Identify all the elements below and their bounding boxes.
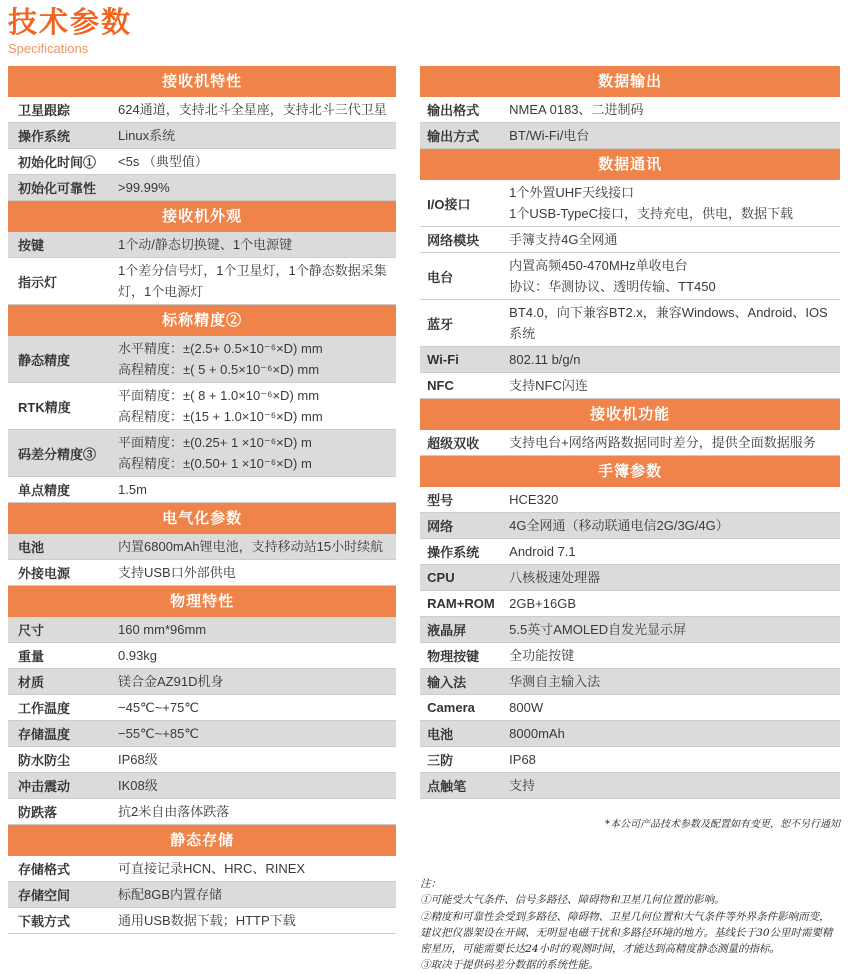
spec-value	[118, 430, 396, 476]
spec-row	[8, 383, 396, 430]
spec-value	[509, 747, 840, 772]
spec-label: 卫星跟踪	[18, 103, 71, 118]
spec-row	[8, 617, 396, 643]
spec-label: 单点精度	[18, 483, 71, 498]
spec-row	[420, 565, 840, 591]
spec-value	[118, 799, 396, 824]
spec-label: 防跌落	[18, 805, 58, 820]
spec-label: 材质	[18, 675, 45, 690]
spec-value-line: 镁合金AZ91D机身	[118, 674, 224, 689]
section-header: 数据通讯	[420, 149, 840, 180]
spec-label: 输出格式	[427, 103, 480, 118]
spec-value-line: 802.11 b/g/n	[509, 352, 581, 367]
spec-row	[420, 695, 840, 721]
spec-value-line: IK08级	[118, 778, 158, 793]
spec-value	[509, 513, 840, 538]
spec-value	[118, 721, 396, 746]
section-header: 接收机特性	[8, 66, 396, 97]
spec-value-line: 抗2米自由落体跌落	[118, 804, 230, 819]
spec-row	[420, 430, 840, 456]
footnotes	[420, 876, 840, 974]
spec-label: 按键	[18, 238, 45, 253]
spec-value-line: 通用USB数据下载；HTTP下载	[118, 913, 296, 928]
spec-label: CPU	[427, 570, 455, 585]
spec-value-line: 水平精度：±(2.5+ 0.5×10⁻⁶×D) mm	[118, 341, 323, 356]
spec-value-line: 手簿支持4G全网通	[509, 232, 618, 247]
spec-value-line: 0.93kg	[118, 648, 158, 663]
spec-value	[509, 669, 840, 694]
spec-row	[8, 773, 396, 799]
spec-label: 冲击震动	[18, 779, 71, 794]
spec-row	[420, 617, 840, 643]
spec-label: Wi-Fi	[427, 352, 459, 367]
spec-value-line: 160 mm*96mm	[118, 622, 207, 637]
footnote-line: ③取决于提供码差分数据的系统性能。	[420, 959, 599, 972]
spec-value-line: 内置高频450-470MHz单收电台	[509, 258, 688, 273]
spec-value-line: −55℃~+85℃	[118, 726, 199, 741]
spec-row	[8, 430, 396, 477]
spec-label: 静态精度	[18, 352, 71, 368]
page-title: 技术参数	[8, 7, 133, 39]
spec-row	[8, 534, 396, 560]
spec-value-line: BT4.0，向下兼容BT2.x，兼容Windows、Android、IOS系统	[509, 305, 828, 341]
spec-label: 点触笔	[427, 779, 467, 794]
spec-value	[118, 534, 396, 559]
spec-label: 外接电源	[18, 566, 71, 581]
section-header: 物理特性	[8, 586, 396, 617]
spec-value	[118, 908, 396, 933]
page-subtitle: Specifications	[8, 41, 89, 56]
spec-row	[8, 336, 396, 383]
spec-value	[118, 175, 396, 200]
spec-label: 操作系统	[427, 545, 480, 560]
spec-value	[509, 695, 840, 720]
spec-value-line: 八核极速处理器	[509, 570, 601, 585]
spec-row	[8, 882, 396, 908]
spec-value-line: 平面精度：±(0.25+ 1 ×10⁻⁶×D) m	[118, 435, 312, 450]
spec-value-line: BT/Wi-Fi/电台	[509, 128, 590, 143]
spec-value	[509, 643, 840, 668]
spec-label: 蓝牙	[427, 316, 454, 332]
spec-row	[8, 175, 396, 201]
spec-value	[118, 232, 396, 257]
spec-value-line: −45℃~+75℃	[118, 700, 199, 715]
spec-row	[420, 539, 840, 565]
spec-label: 超级双收	[427, 436, 480, 451]
spec-value-line: 1.5m	[118, 482, 147, 497]
section-header: 标称精度②	[8, 305, 396, 336]
spec-label: 输出方式	[427, 129, 480, 144]
spec-value	[509, 773, 840, 798]
spec-value	[509, 565, 840, 590]
spec-value-line: 支持NFC闪连	[509, 378, 588, 393]
spec-value-line: 高程精度：±(0.50+ 1 ×10⁻⁶×D) m	[118, 456, 312, 471]
spec-row	[8, 643, 396, 669]
spec-label: I/O接口	[427, 196, 471, 212]
spec-label: 三防	[427, 753, 454, 768]
spec-row	[420, 643, 840, 669]
spec-value	[118, 643, 396, 668]
left-column	[8, 66, 396, 974]
spec-label: NFC	[427, 378, 454, 393]
spec-row	[420, 123, 840, 149]
spec-value-line: 5.5英寸AMOLED自发光显示屏	[509, 622, 687, 637]
spec-row	[8, 477, 396, 503]
spec-value	[118, 383, 396, 429]
spec-value	[509, 253, 840, 299]
spec-row	[8, 560, 396, 586]
spec-label: 电台	[427, 269, 454, 285]
spec-value-line: <5s （典型值）	[118, 154, 208, 169]
spec-value-line: 1个差分信号灯，1个卫星灯，1个静态数据采集	[118, 263, 387, 278]
spec-label: 网络	[427, 519, 454, 534]
spec-value-line: Android 7.1	[509, 544, 576, 559]
spec-value-line: 可直接记录HCN、HRC、RINEX	[118, 861, 306, 876]
footnote-line: ①可能受大气条件、信号多路径、障碍物和卫星几何位置的影响。	[420, 894, 725, 907]
spec-value	[509, 347, 840, 372]
spec-row	[8, 747, 396, 773]
spec-label: 初始化时间①	[18, 155, 97, 170]
spec-value	[118, 669, 396, 694]
footnote-line: ②精度和可靠性会受到多路径、障碍物、卫星几何位置和大气条件等外界条件影响而变，建议把仪器架设在开阔、无明显电磁干扰和多路径环境的地方。基线长于30公里时需要精密星历，可能需要长达24小时的观测时间，才能达到高精度静态测量的指标。	[420, 910, 833, 956]
spec-value-line: 1个外置UHF天线接口	[509, 185, 635, 200]
spec-label: 防水防尘	[18, 753, 71, 768]
spec-value	[118, 617, 396, 642]
spec-label: 物理按键	[427, 649, 480, 664]
spec-value-line: NMEA 0183、二进制码	[509, 102, 644, 117]
spec-value	[509, 617, 840, 642]
spec-value	[118, 747, 396, 772]
spec-value	[118, 336, 396, 382]
spec-value-line: 全功能按键	[509, 648, 575, 663]
spec-label: Camera	[427, 700, 475, 715]
spec-value	[118, 560, 396, 585]
spec-value-line: 高程精度：±(15 + 1.0×10⁻⁶×D) mm	[118, 409, 323, 424]
spec-label: 重量	[18, 649, 45, 664]
right-column	[420, 66, 840, 974]
spec-row	[8, 258, 396, 305]
spec-value-line: 8000mAh	[509, 726, 565, 741]
spec-value-line: 灯，1个电源灯	[118, 284, 204, 299]
spec-row	[8, 232, 396, 258]
spec-label: 存储温度	[18, 727, 71, 742]
spec-label: 电池	[427, 727, 454, 742]
spec-label: 初始化可靠性	[18, 181, 97, 196]
spec-label: 指示灯	[18, 274, 58, 290]
spec-value-line: 平面精度：±( 8 + 1.0×10⁻⁶×D) mm	[118, 388, 320, 403]
spec-label: 下载方式	[18, 914, 71, 929]
spec-value	[118, 477, 396, 502]
section-header: 静态存储	[8, 825, 396, 856]
spec-value	[509, 97, 840, 122]
spec-value	[118, 123, 396, 148]
right-tables	[420, 66, 840, 799]
spec-value	[118, 882, 396, 907]
spec-value	[509, 227, 840, 252]
section-header: 数据输出	[420, 66, 840, 97]
spec-label: 码差分精度③	[18, 446, 97, 462]
spec-label: 存储格式	[18, 862, 71, 877]
section-header: 电气化参数	[8, 503, 396, 534]
spec-row	[8, 149, 396, 175]
spec-row	[420, 747, 840, 773]
spec-value-line: >99.99%	[118, 180, 170, 195]
spec-label: RTK精度	[18, 399, 71, 415]
spec-value	[118, 97, 396, 122]
spec-value	[509, 300, 840, 346]
spec-value-line: 标配8GB内置存储	[118, 887, 223, 902]
spec-row	[420, 721, 840, 747]
spec-row	[8, 799, 396, 825]
spec-value-line: 华测自主输入法	[509, 674, 601, 689]
spec-row	[420, 513, 840, 539]
footnote-line: 注：	[420, 878, 442, 890]
spec-value-line: 内置6800mAh锂电池，支持移动站15小时续航	[118, 539, 384, 554]
spec-row	[8, 721, 396, 747]
spec-value	[509, 591, 840, 616]
spec-value	[509, 373, 840, 398]
spec-row	[420, 180, 840, 227]
spec-columns	[8, 66, 840, 974]
spec-value-line: 4G全网通（移动联通电信2G/3G/4G）	[509, 518, 729, 533]
spec-value-line: 1个USB-TypeC接口，支持充电，供电，数据下载	[509, 206, 794, 221]
spec-value-line: Linux系统	[118, 128, 176, 143]
section-header: 接收机外观	[8, 201, 396, 232]
spec-value	[118, 695, 396, 720]
spec-row	[420, 97, 840, 123]
spec-value-line: HCE320	[509, 492, 559, 507]
spec-value	[509, 123, 840, 148]
spec-row	[420, 487, 840, 513]
spec-value-line: IP68	[509, 752, 536, 767]
spec-row	[8, 695, 396, 721]
spec-label: RAM+ROM	[427, 596, 495, 611]
spec-row	[420, 373, 840, 399]
spec-label: 电池	[18, 540, 45, 555]
spec-value	[509, 430, 840, 455]
spec-row	[420, 591, 840, 617]
section-header: 手簿参数	[420, 456, 840, 487]
spec-value	[118, 773, 396, 798]
spec-value-line: 624通道，支持北斗全星座，支持北斗三代卫星	[118, 102, 387, 117]
section-header: 接收机功能	[420, 399, 840, 430]
spec-label: 工作温度	[18, 701, 71, 716]
spec-label: 液晶屏	[427, 623, 467, 638]
spec-label: 尺寸	[18, 623, 45, 638]
spec-value-line: 支持	[509, 778, 536, 793]
spec-value-line: 2GB+16GB	[509, 596, 577, 611]
spec-row	[420, 227, 840, 253]
spec-value-line: 支持电台+网络两路数据同时差分，提供全面数据服务	[509, 435, 816, 450]
spec-value-line: 800W	[509, 700, 544, 715]
spec-row	[8, 123, 396, 149]
spec-value	[509, 180, 840, 226]
spec-row	[8, 669, 396, 695]
spec-row	[420, 300, 840, 347]
disclaimer-note: *本公司产品技术参数及配置如有变更，恕不另行通知	[605, 819, 840, 830]
spec-row	[420, 773, 840, 799]
spec-value	[509, 539, 840, 564]
spec-value-line: 协议：华测协议、透明传输、TT450	[509, 279, 716, 294]
spec-value-line: 支持USB口外部供电	[118, 565, 236, 580]
spec-row	[420, 253, 840, 300]
spec-value-line: IP68级	[118, 752, 158, 767]
spec-label: 型号	[427, 493, 454, 508]
spec-label: 操作系统	[18, 129, 71, 144]
spec-row	[420, 669, 840, 695]
spec-value	[509, 487, 840, 512]
spec-row	[420, 347, 840, 373]
spec-label: 存储空间	[18, 888, 71, 903]
spec-value	[509, 721, 840, 746]
spec-value	[118, 149, 396, 174]
spec-row	[8, 908, 396, 934]
spec-value-line: 1个动/静态切换键、1个电源键	[118, 237, 293, 252]
spec-value	[118, 258, 396, 304]
spec-label: 网络模块	[427, 233, 480, 248]
spec-row	[8, 97, 396, 123]
spec-value-line: 高程精度：±( 5 + 0.5×10⁻⁶×D) mm	[118, 362, 320, 377]
spec-label: 输入法	[427, 675, 467, 690]
